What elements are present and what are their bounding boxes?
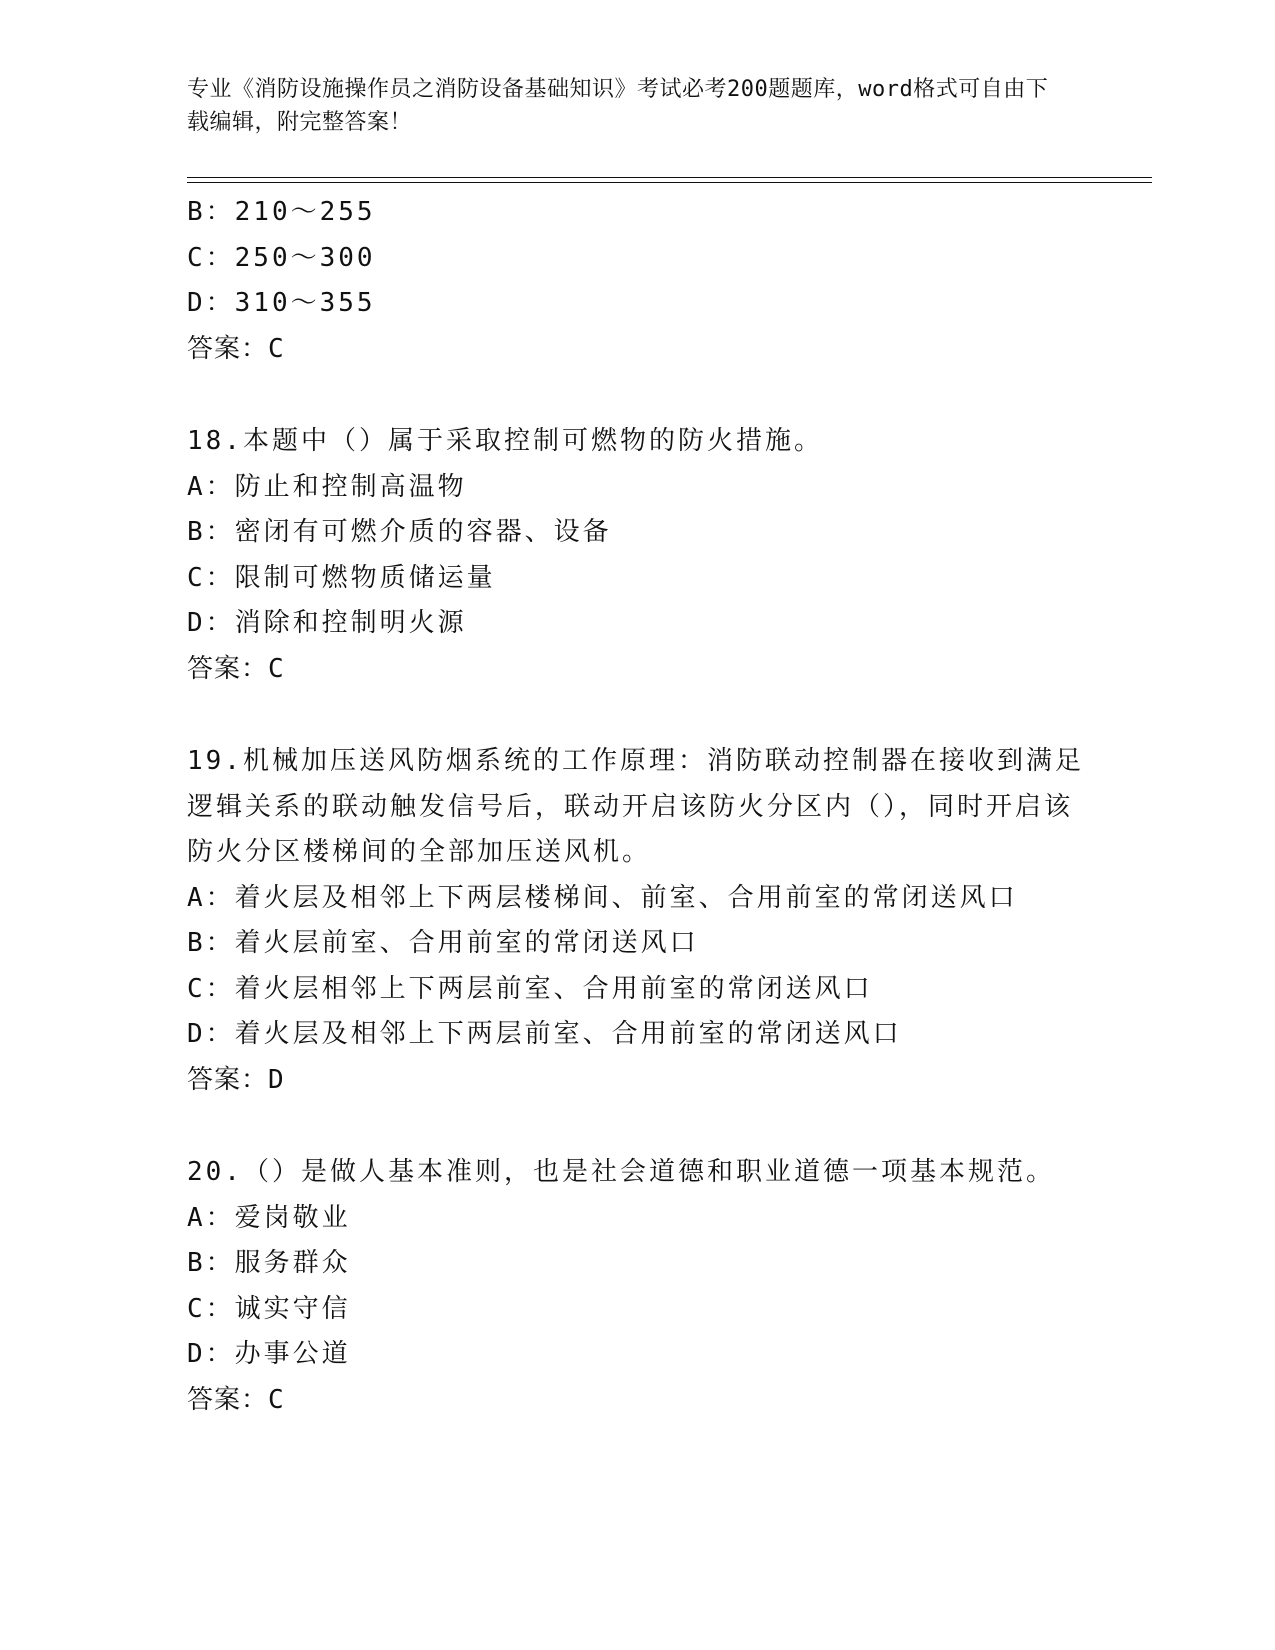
option-b: B：密闭有可燃介质的容器、设备 bbox=[187, 517, 612, 547]
option-b: B：服务群众 bbox=[187, 1248, 351, 1278]
question-stem-text: 19.机械加压送风防烟系统的工作原理：消防联动控制器在接收到满足逻辑关系的联动触发信号后，联动开启该防火分区内（），同时开启该防火分区楼梯间的全部加压送风机。 bbox=[187, 746, 1084, 867]
answer: 答案：C bbox=[187, 1384, 285, 1415]
document-body bbox=[187, 190, 1087, 1423]
question-stem: 20.（）是做人基本准则，也是社会道德和职业道德一项基本规范。 bbox=[187, 1157, 1055, 1187]
question-18 bbox=[187, 419, 1087, 692]
option-a: A：着火层及相邻上下两层楼梯间、前室、合用前室的常闭送风口 bbox=[187, 882, 1018, 913]
answer: 答案：D bbox=[187, 1064, 285, 1095]
option-d: D：310～355 bbox=[187, 288, 376, 318]
option-a: A：爱岗敬业 bbox=[187, 1202, 351, 1233]
option-b: B：着火层前室、合用前室的常闭送风口 bbox=[187, 928, 699, 958]
header-text: 专业《消防设施操作员之消防设备基础知识》考试必考200题题库，word格式可自由下载编辑，附完整答案！ bbox=[187, 77, 1049, 135]
option-a: A：防止和控制高温物 bbox=[187, 471, 467, 502]
option-d: D：办事公道 bbox=[187, 1339, 351, 1369]
option-d: D：着火层及相邻上下两层前室、合用前室的常闭送风口 bbox=[187, 1019, 902, 1049]
document-header bbox=[187, 73, 1067, 139]
header-rule-top bbox=[187, 177, 1152, 178]
spacer bbox=[187, 692, 1087, 739]
question-stem bbox=[187, 739, 1087, 876]
option-c: C：250～300 bbox=[187, 242, 376, 273]
answer: 答案：C bbox=[187, 333, 285, 364]
option-c: C：诚实守信 bbox=[187, 1293, 351, 1324]
question-stem: 18.本题中（）属于采取控制可燃物的防火措施。 bbox=[187, 426, 823, 456]
header-rule-bottom bbox=[187, 182, 1152, 183]
option-c: C：限制可燃物质储运量 bbox=[187, 562, 496, 593]
question-19 bbox=[187, 739, 1087, 1103]
spacer bbox=[187, 1103, 1087, 1150]
option-d: D：消除和控制明火源 bbox=[187, 608, 467, 638]
answer: 答案：C bbox=[187, 653, 285, 684]
option-c: C：着火层相邻上下两层前室、合用前室的常闭送风口 bbox=[187, 973, 873, 1004]
question-20 bbox=[187, 1150, 1087, 1423]
prev-question bbox=[187, 190, 1087, 372]
spacer bbox=[187, 372, 1087, 419]
option-b: B：210～255 bbox=[187, 197, 376, 227]
